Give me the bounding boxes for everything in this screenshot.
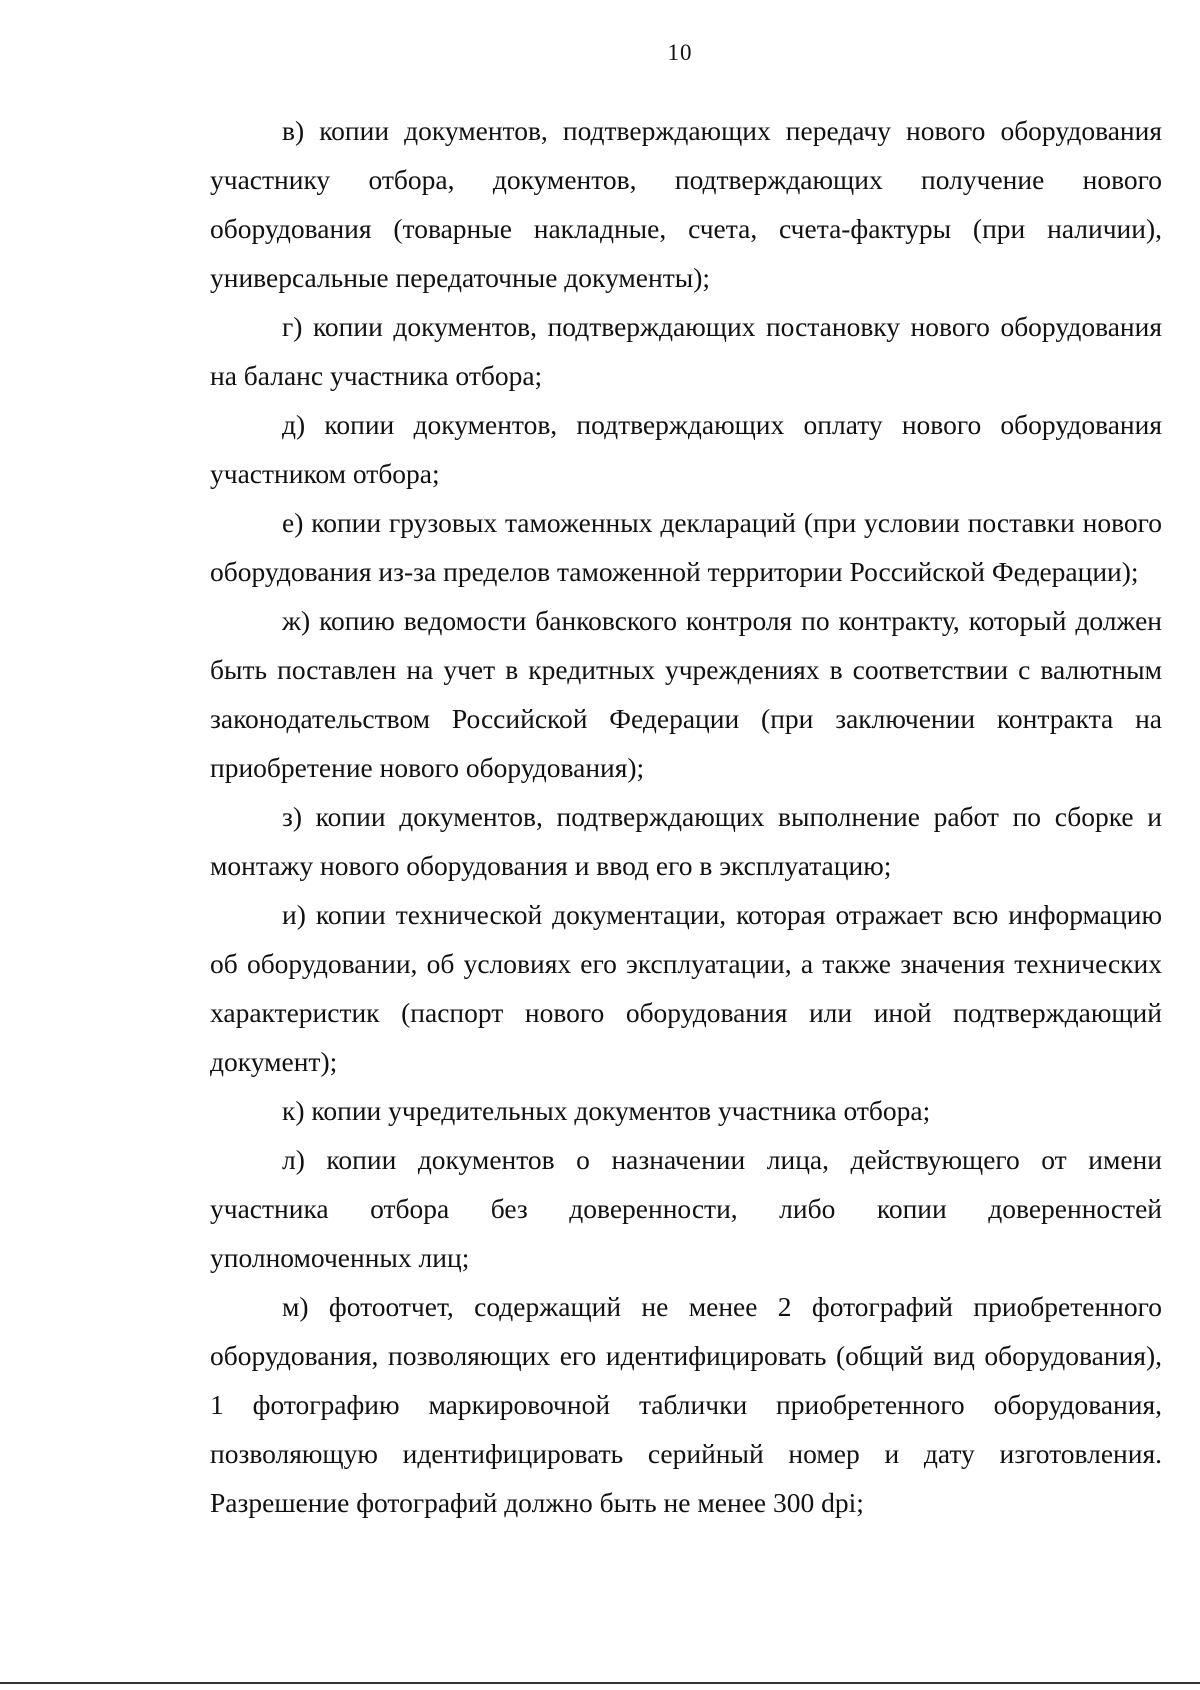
paragraph-i: и) копии технической документации, которая отражает всю информацию об оборудовании, об условиях его эксплуатации, а также значения технических характеристик (паспорт нового оборудования или иной подтверждающий документ);	[210, 899, 1162, 1077]
page-number: 10	[667, 40, 693, 65]
paragraph-k: к) копии учредительных документов участника отбора;	[282, 1095, 931, 1126]
paragraph-g: г) копии документов, подтверждающих постановку нового оборудования на баланс участника отбора;	[210, 311, 1162, 391]
paragraph-v: в) копии документов, подтверждающих передачу нового оборудования участнику отбора, документов, подтверждающих получение нового оборудования (товарные накладные, счета, счета-фактуры (при наличии), универсальные передаточные документы);	[210, 115, 1162, 293]
paragraph-z: з) копии документов, подтверждающих выполнение работ по сборке и монтажу нового оборудования и ввод его в эксплуатацию;	[210, 801, 1162, 881]
document-body	[210, 106, 1162, 1527]
bottom-divider	[0, 1682, 1200, 1684]
paragraph-d: д) копии документов, подтверждающих оплату нового оборудования участником отбора;	[210, 409, 1162, 489]
paragraph-m: м) фотоотчет, содержащий не менее 2 фотографий приобретенного оборудования, позволяющих его идентифицировать (общий вид оборудования), 1 фотографию маркировочной таблички приобретенного оборудования, позволяющую идентифицировать серийный номер и дату изготовления. Разрешение фотографий должно быть не менее 300 dpi;	[210, 1291, 1162, 1518]
paragraph-e: е) копии грузовых таможенных деклараций (при условии поставки нового оборудования из-за пределов таможенной территории Российской Федерации);	[210, 507, 1162, 587]
paragraph-l: л) копии документов о назначении лица, действующего от имени участника отбора без доверенности, либо копии доверенностей уполномоченных лиц;	[210, 1144, 1162, 1273]
paragraph-zh: ж) копию ведомости банковского контроля по контракту, который должен быть поставлен на учет в кредитных учреждениях в соответствии с валютным законодательством Российской Федерации (при заключении контракта на приобретение нового оборудования);	[210, 605, 1162, 783]
